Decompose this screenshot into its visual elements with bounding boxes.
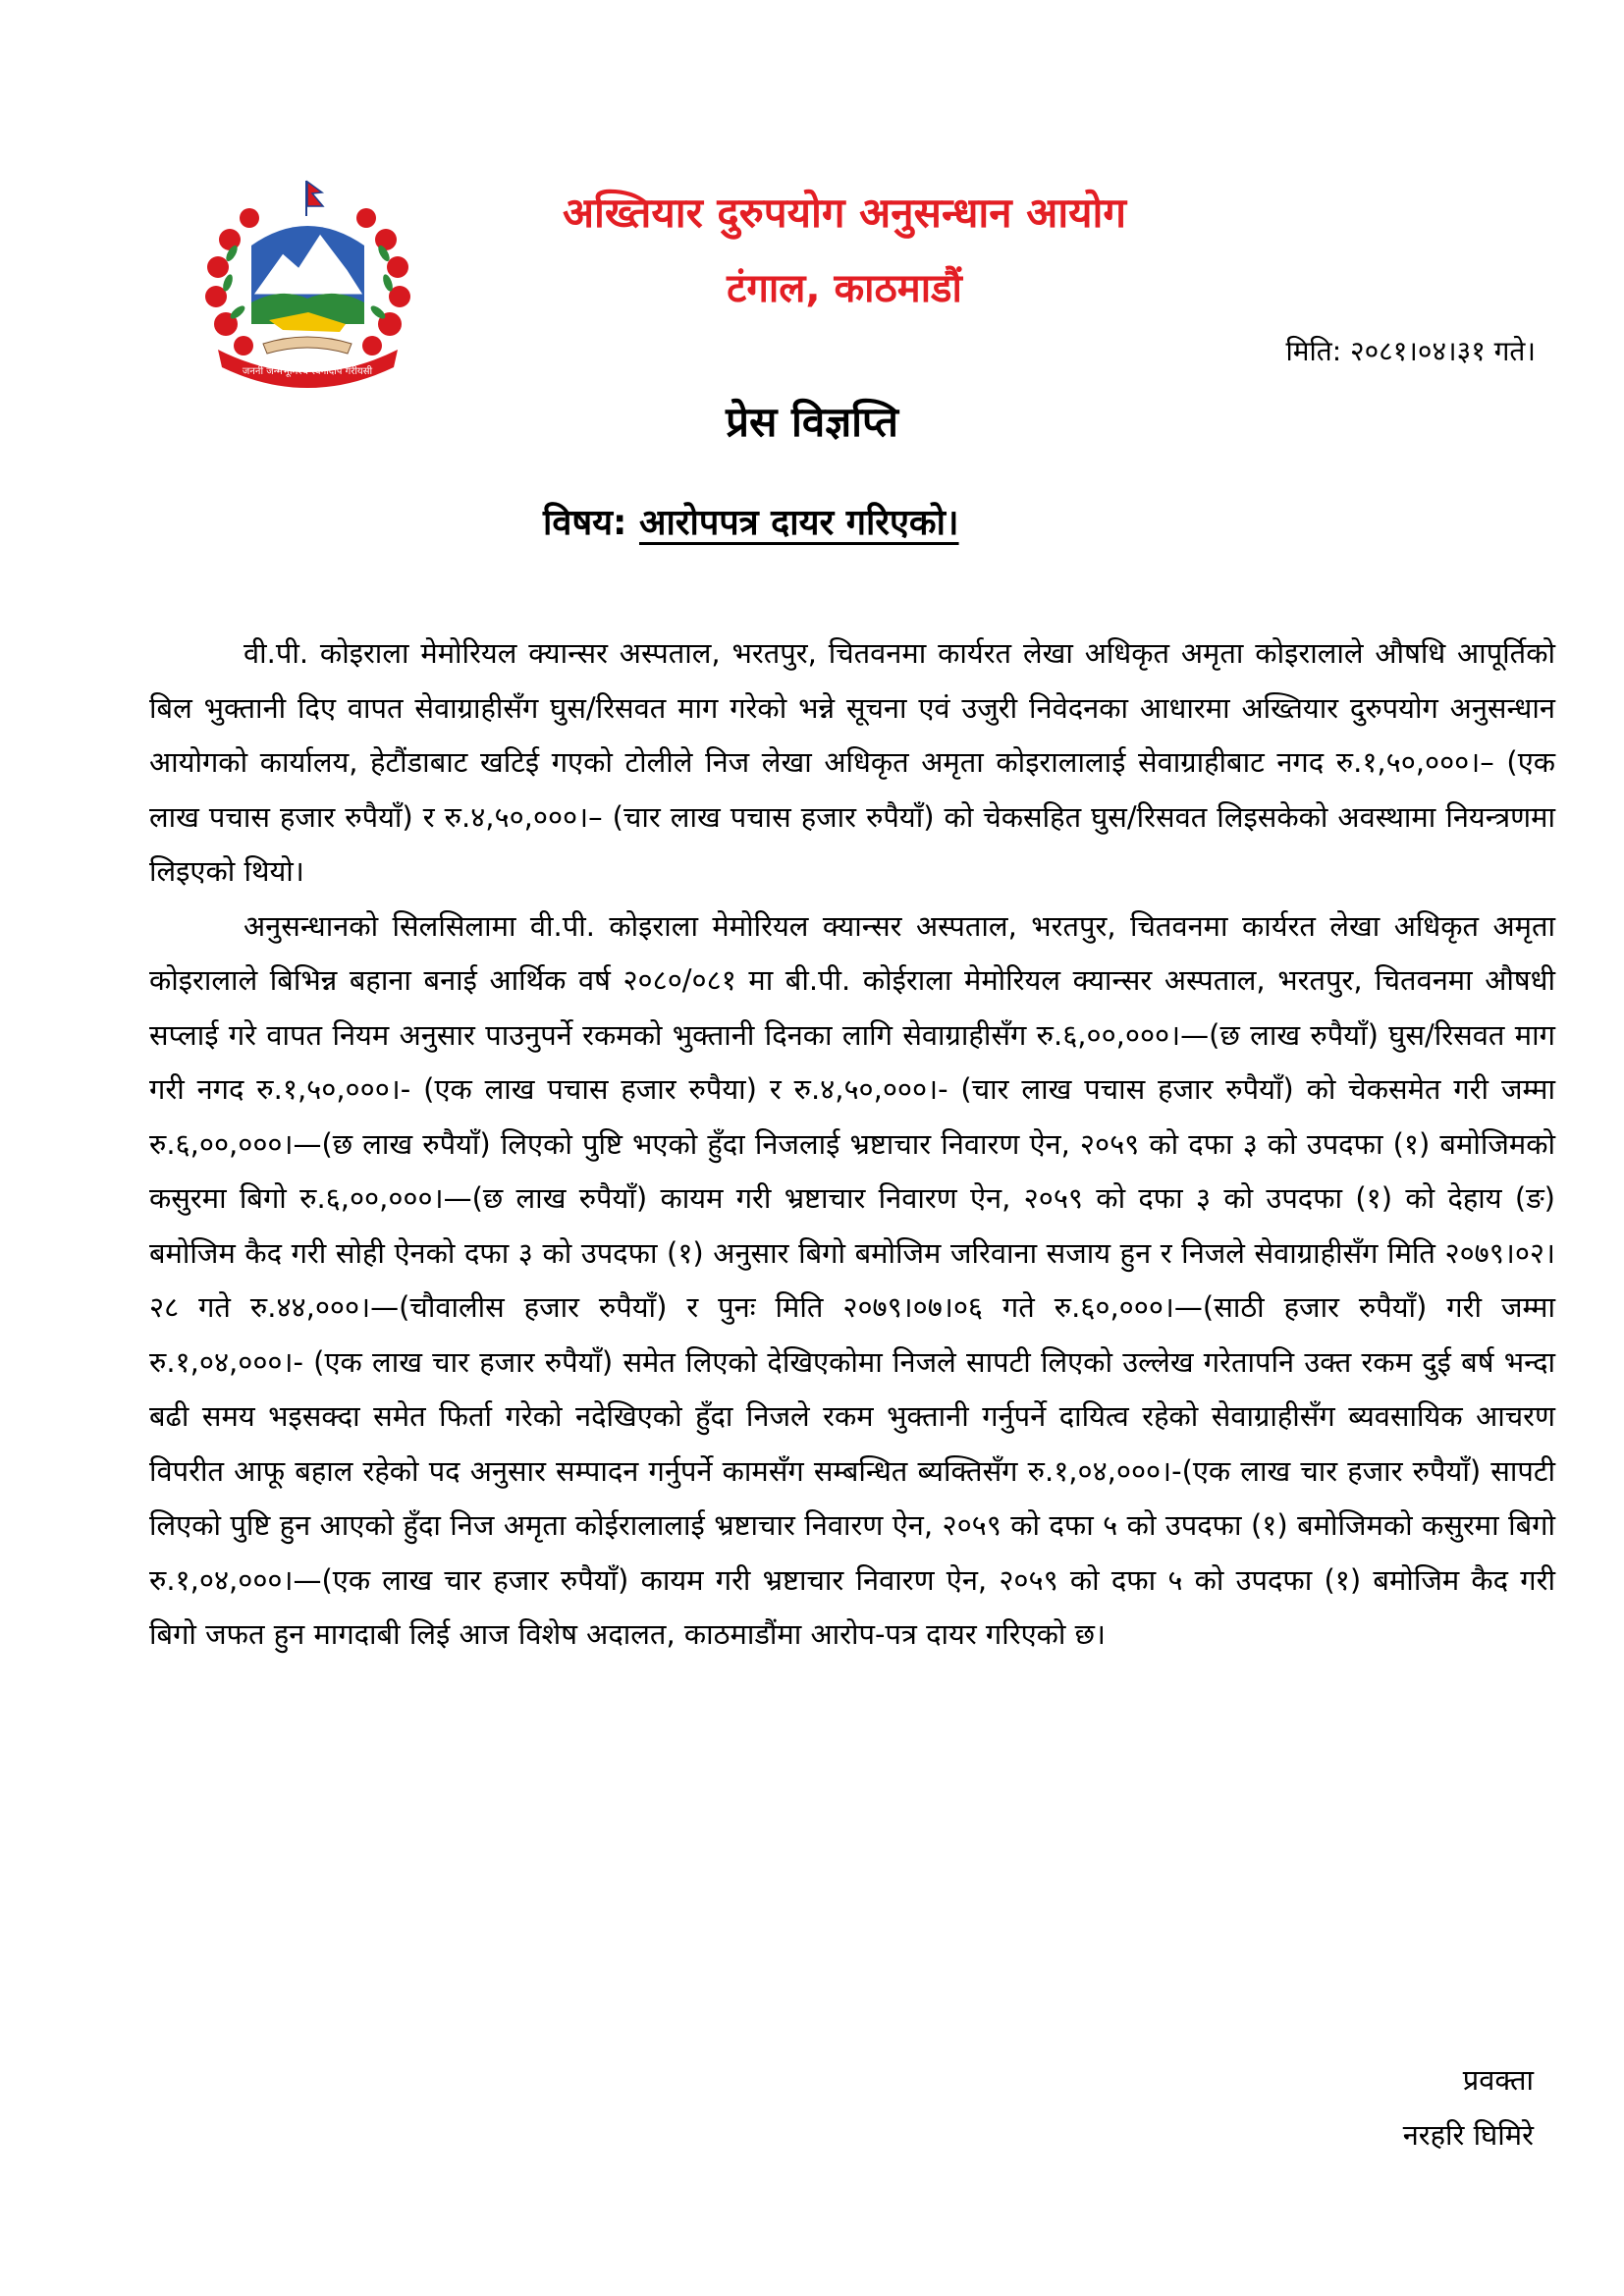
- signatory-title: प्रवक्ता: [1462, 2063, 1534, 2097]
- signatory-name: नरहरि घिमिरे: [1402, 2118, 1534, 2152]
- subject-line: [543, 497, 959, 545]
- organization-address: टंगाल, काठमाडौं: [727, 266, 962, 311]
- subject-label: विषय:: [543, 503, 627, 543]
- svg-text:जननी जन्मभूमिश्च स्वर्गादपि गर: जननी जन्मभूमिश्च स्वर्गादपि गरीयसी: [242, 366, 373, 377]
- signature-block: [1403, 2052, 1534, 2162]
- press-release-title: प्रेस विज्ञप्ति: [726, 398, 898, 446]
- nepal-emblem-icon: [192, 177, 423, 388]
- release-date: मिति: २०८१।०४।३१ गते।: [1285, 335, 1536, 367]
- paragraph-2: अनुसन्धानको सिलसिलामा वी.पी. कोइराला मेमोरियल क्यान्सर अस्पताल, भरतपुर, चितवनमा कार्यरत लेखा अधिकृत अमृता कोइरालाले बिभिन्न बहाना बनाई आर्थिक वर्ष २०८०/०८१ मा बी.पी. कोईराला मेमोरियल क्यान्सर अस्पताल, भरतपुर, चितवनमा औषधी सप्लाई गरे वापत नियम अनुसार पाउनुपर्ने रकमको भुक्तानी दिनका लागि सेवाग्राहीसँग रु.६,००,०००।—(छ लाख रुपैयाँ) घुस/रिसवत माग गरी नगद रु.१,५०,०००।- (एक लाख पचास हजार रुपैया) र रु.४,५०,०००।- (चार लाख पचास हजार रुपैयाँ) को चेकसमेत गरी जम्मा रु.६,००,०००।—(छ लाख रुपैयाँ) लिएको पुष्टि भएको हुँदा निजलाई भ्रष्टाचार निवारण ऐन, २०५९ को दफा ३ को उपदफा (१) बमोजिमको कसुरमा बिगो रु.६,००,०००।—(छ लाख रुपैयाँ) कायम गरी भ्रष्टाचार निवारण ऐन, २०५९ को दफा ३ को उपदफा (१) को देहाय (ङ) बमोजिम कैद गरी सोही ऐनको दफा ३ को उपदफा (१) अनुसार बिगो बमोजिम जरिवाना सजाय हुन र निजले सेवाग्राहीसँग मिति २०७९।०२।२८ गते रु.४४,०००।—(चौवालीस हजार रुपैयाँ) र पुनः मिति २०७९।०७।०६ गते रु.६०,०००।—(साठी हजार रुपैयाँ) गरी जम्मा रु.१,०४,०००।- (एक लाख चार हजार रुपैयाँ) समेत लिएको देखिएकोमा निजले सापटी लिएको उल्लेख गरेतापनि उक्त रकम दुई बर्ष भन्दा बढी समय भइसक्दा समेत फिर्ता गरेको नदेखिएको हुँदा निजले रकम भुक्तानी गर्नुपर्ने दायित्व रहेको सेवाग्राहीसँग ब्यवसायिक आचरण विपरीत आफू बहाल रहेको पद अनुसार सम्पादन गर्नुपर्ने कामसँग सम्बन्धित ब्यक्तिसँग रु.१,०४,०००।-(एक लाख चार हजार रुपैयाँ) सापटी लिएको पुष्टि हुन आएको हुँदा निज अमृता कोईरालालाई भ्रष्टाचार निवारण ऐन, २०५९ को दफा ५ को उपदफा (१) बमोजिमको कसुरमा बिगो रु.१,०४,०००।—(एक लाख चार हजार रुपैयाँ) कायम गरी भ्रष्टाचार निवारण ऐन, २०५९ को दफा ५ को उपदफा (१) बमोजिम कैद गरी बिगो जफत हुन मागदाबी लिई आज विशेष अदालत, काठमाडौंमा आरोप-पत्र दायर गरिएको छ।: [149, 908, 1555, 1651]
- release-body: [149, 627, 1555, 1663]
- paragraph-1: वी.पी. कोइराला मेमोरियल क्यान्सर अस्पताल, भरतपुर, चितवनमा कार्यरत लेखा अधिकृत अमृता कोइरालाले औषधि आपूर्तिको बिल भुक्तानी दिए वापत सेवाग्राहीसँग घुस/रिसवत माग गरेको भन्ने सूचना एवं उजुरी निवेदनका आधारमा अख्तियार दुरुपयोग अनुसन्धान आयोगको कार्यालय, हेटौंडाबाट खटिई गएको टोलीले निज लेखा अधिकृत अमृता कोइरालालाई सेवाग्राहीबाट नगद रु.१,५०,०००।– (एक लाख पचास हजार रुपैयाँ) र रु.४,५०,०००।– (चार लाख पचास हजार रुपैयाँ) को चेकसहित घुस/रिसवत लिइसकेको अवस्थामा नियन्त्रणमा लिइएको थियो।: [149, 636, 1555, 888]
- subject-text: आरोपपत्र दायर गरिएको।: [638, 503, 959, 543]
- organization-name: अख्तियार दुरुपयोग अनुसन्धान आयोग: [562, 189, 1127, 237]
